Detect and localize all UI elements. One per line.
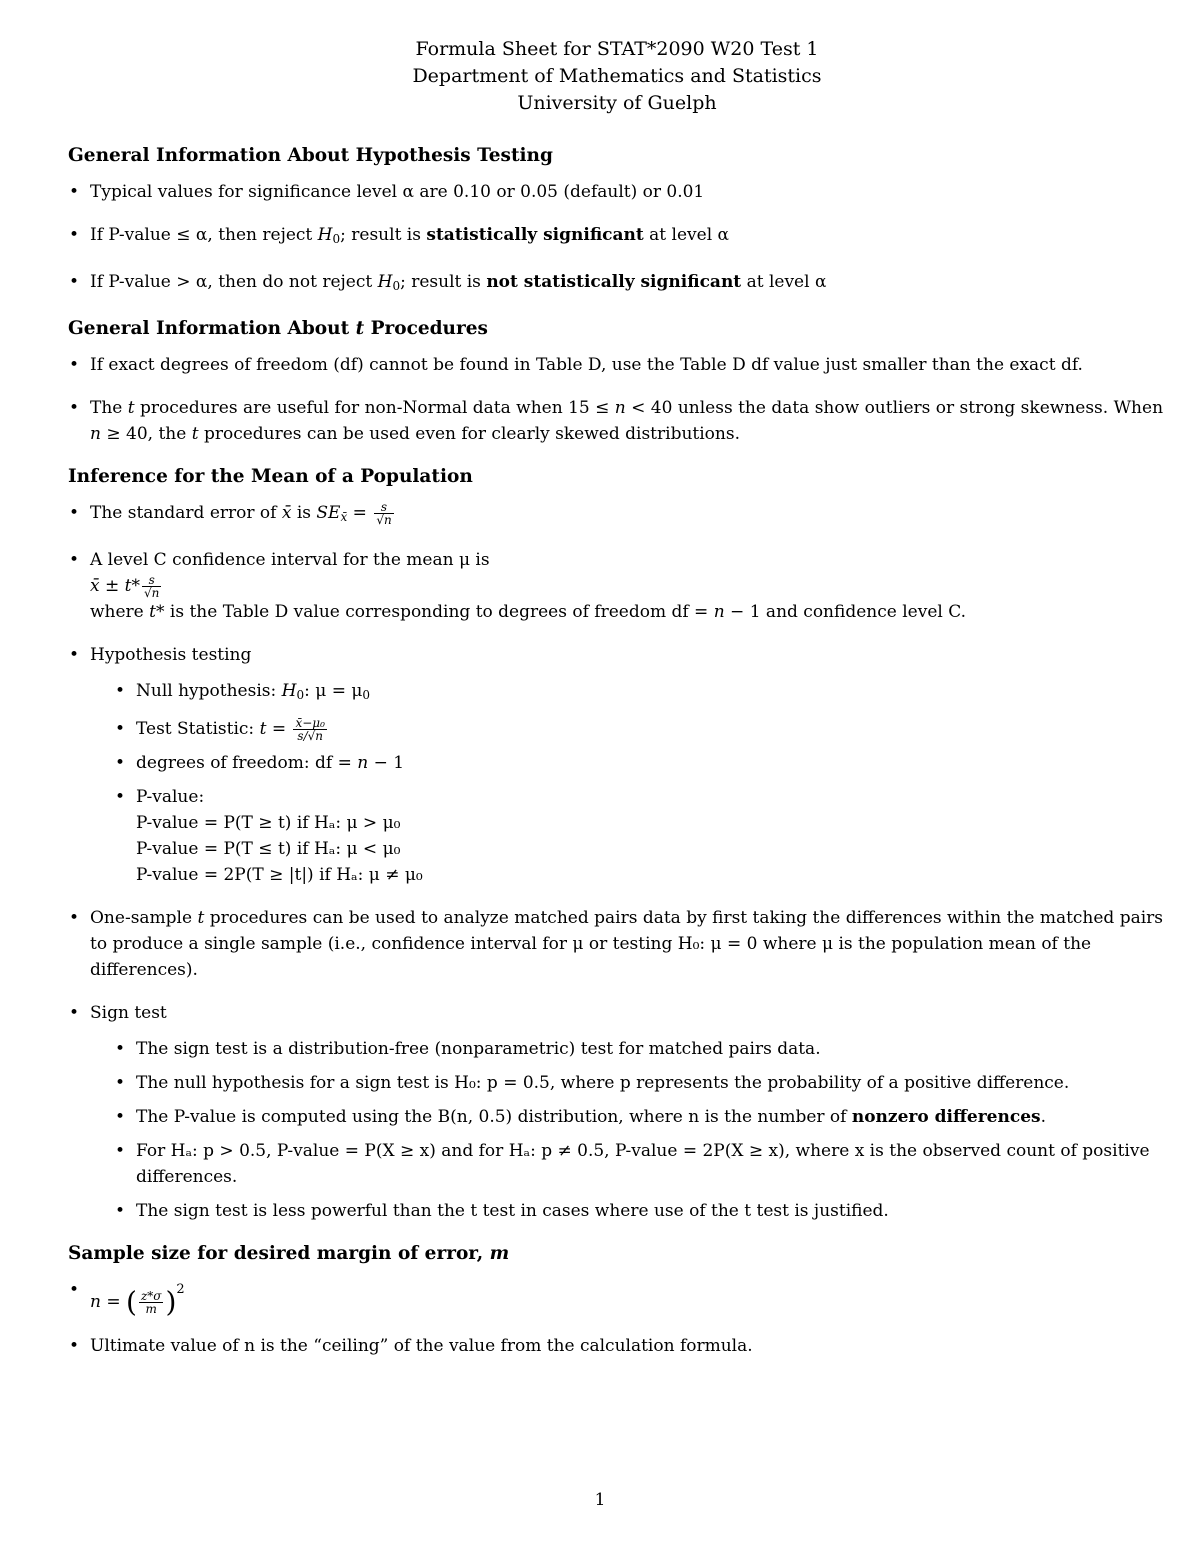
header-title: Formula Sheet for STAT*2090 W20 Test 1 xyxy=(415,38,819,60)
list-item: • The sign test is a distribution-free (nonparametric) test for matched pairs data. xyxy=(114,1036,1166,1062)
list-item: • The P-value is computed using the B(n, 0.5) distribution, where n is the number of nonzero differences. xyxy=(114,1104,1166,1130)
section-title-sample-size: Sample size for desired margin of error, m xyxy=(68,1243,510,1264)
list-item: • For Hₐ: p > 0.5, P-value = P(X ≥ x) and for Hₐ: p ≠ 0.5, P-value = 2P(X ≥ x), where x is the observed count of positive differences. xyxy=(114,1138,1166,1190)
list-item: • Sign test • The sign test is a distribution-free (nonparametric) test for matched pairs data. • The null hypothesis for a sign test is H₀: p = 0.5, where p represents the probability of a positive difference. • The P-value is computed using the B(n, 0.5) distribution, where n is the number of nonzero differences. • For Hₐ: p > 0.5, P-value = P(X ≥ x) and for Hₐ: p ≠ 0.5, P-value = 2P(X ≥ x), where x is the observed count of positive differences. • The sign test is less powerful than the t test in cases where use of the t test is justified. xyxy=(68,1000,1166,1224)
hypothesis-testing-sublist xyxy=(90,678,1166,888)
list-item: • If exact degrees of freedom (df) cannot be found in Table D, use the Table D df value just smaller than the exact df. xyxy=(68,352,1166,378)
test-statistic-fraction: $\frac{\text{x̄−μ₀}}{s/√n}$ xyxy=(295,716,325,743)
header-department: Department of Mathematics and Statistics xyxy=(412,65,822,87)
list-item: • The t procedures are useful for non-Normal data when 15 ≤ n < 40 unless the data show outliers or strong skewness. When n ≥ 40, the t procedures can be used even for clearly skewed distributions. xyxy=(68,395,1166,447)
list-item: • P-value: P-value = P(T ≥ t) if Hₐ: μ > μ₀ P-value = P(T ≤ t) if Hₐ: μ < μ₀ P-value = 2P(T ≥ |t|) if Hₐ: μ ≠ μ₀ xyxy=(114,784,1166,888)
list-item: • degrees of freedom: df = n − 1 xyxy=(114,750,1166,776)
list-item: • Test Statistic: t = $\frac{\text{x̄−μ₀}}{s/√n}$ xyxy=(114,716,1166,742)
list-item: • One-sample t procedures can be used to analyze matched pairs data by first taking the differences within the matched pairs to produce a single sample (i.e., confidence interval for μ or testing H₀: μ = 0 where μ is the population mean of the differences). xyxy=(68,905,1166,983)
se-fraction: $\frac{s}{√n}$ xyxy=(376,500,392,527)
ci-fraction: $\frac{s}{√n}$ xyxy=(144,573,160,600)
sign-test-sublist xyxy=(90,1036,1166,1224)
document-page xyxy=(68,36,1166,1376)
page-number: 1 xyxy=(594,1490,606,1510)
list-item: • The sign test is less powerful than the t test in cases where use of the t test is justified. xyxy=(114,1198,1166,1224)
list-item: • The standard error of x̄ is $SE_{x̄}$ = $\frac{s}{√n}$ xyxy=(68,500,1166,530)
document-header xyxy=(68,36,1166,117)
list-item: • Null hypothesis: $H_0$: $\mu = \mu_0$ xyxy=(114,678,1166,708)
list-item: • If P-value ≤ α, then reject $H_0$; result is statistically significant at level α xyxy=(68,222,1166,252)
sample-size-fraction: $\frac{z*\sigma}{m}$ xyxy=(140,1289,162,1316)
list-item: • A level C confidence interval for the mean μ is x̄ ± t* $\frac{s}{√n}$ where t* is the Table D value corresponding to degrees of freedom df = n − 1 and confidence level C. xyxy=(68,547,1166,625)
t-procedures-list xyxy=(68,352,1166,447)
list-item: • Typical values for significance level α are 0.10 or 0.05 (default) or 0.01 xyxy=(68,179,1166,205)
section-title-mean-inference: Inference for the Mean of a Population xyxy=(68,466,473,487)
list-item: • Hypothesis testing • Null hypothesis: $H_0$: $\mu = \mu_0$ • Test Statistic: t = $\frac{\text{x̄−μ₀}}{s/√n}$ • degrees of freedom: df = n − 1 • P-value: P-value = P(T ≥ t) if Hₐ: μ > μ₀ P-value = P(T ≤ t) if Hₐ: μ < μ₀ P-value = 2P(T ≥ |t|) if Hₐ: μ ≠ μ₀ xyxy=(68,642,1166,888)
section-title-t-procedures: General Information About t Procedures xyxy=(68,318,488,339)
list-item: • n = ( $\frac{z*\sigma}{m}$ )$^2$ xyxy=(68,1277,1166,1316)
hypothesis-testing-list xyxy=(68,179,1166,299)
header-university: University of Guelph xyxy=(517,92,717,114)
sample-size-list xyxy=(68,1277,1166,1359)
mean-inference-list xyxy=(68,500,1166,1224)
list-item: • If P-value > α, then do not reject $H_0$; result is not statistically significant at level α xyxy=(68,269,1166,299)
list-item: • Ultimate value of n is the “ceiling” of the value from the calculation formula. xyxy=(68,1333,1166,1359)
section-title-hypothesis-testing: General Information About Hypothesis Testing xyxy=(68,145,553,166)
list-item: • The null hypothesis for a sign test is H₀: p = 0.5, where p represents the probability of a positive difference. xyxy=(114,1070,1166,1096)
